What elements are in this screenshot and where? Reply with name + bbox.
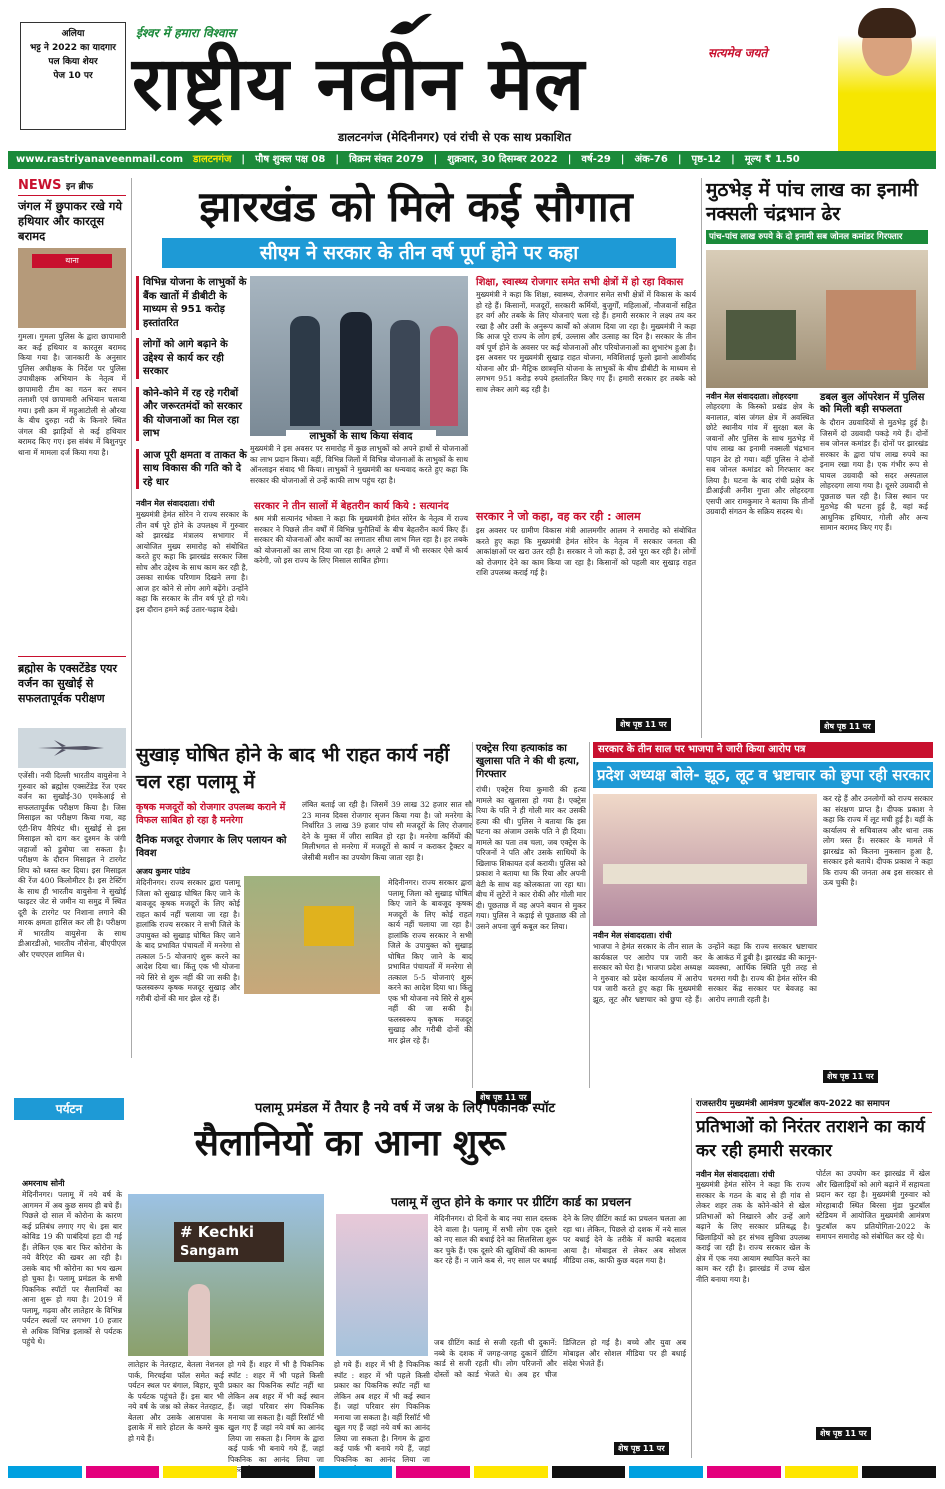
continue-link[interactable]: शेष पृष्ठ 11 पर (476, 1091, 531, 1104)
greeting-body-2: जब ग्रीटिंग कार्ड से सजी रहती थी दुकानें: नब्बे के दशक में जगह-जगह दुकानें ग्रीटिंग कार्ड से सजी रहती थी। लोग परिजनों और दोस्तों को कार्ड भेजते थे। अब हर चीज डिजिटल हो गई है। बच्चे और युवा अब मोबाइल और सोशल मीडिया पर ही बधाई संदेश भेजते हैं। (434, 1338, 686, 1379)
sukhad-headline[interactable]: सुखाड़ घोषित होने के बाद भी राहत कार्य नहीं चल रहा पलामू में (136, 744, 450, 793)
bird-logo-icon (388, 10, 434, 40)
lead-point: कोने-कोने में रह रहे गरीबों और जरूरतमंदों को सरकार की योजनाओं का मिल रहा लाभ (136, 387, 248, 441)
actress-story (476, 742, 586, 1102)
tourism-body: मेदिनीनगर। पलामू में नये वर्ष के आगमन में अब कुछ समय ही बचे हैं। पिछले दो साल में कोरोना के कारण कई प्रतिबंध लगाए गए थे। इस बार कोविड 19 की पाबंदियां हटा दी गई हैं। लेकिन एक बार फिर कोरोना के नये वैरिएंट की खबर आ रही है। उसके बाद भी कोरोना का भय खत्म हो चुका है। पलामू प्रमंडल के सभी पिकनिक स्पॉटों पर सैलानियों का आना शुरू हो गया है। 2019 में पलामू, गढ़वा और लातेहार के विभिन्न पर्यटन स्थलों पर लगभग 10 हजार से अधिक विभिन्न इलाकों से पर्यटक पहुंचे थे। (22, 1190, 122, 1346)
tithi: पौष शुक्ल पक्ष 08 (255, 154, 326, 165)
lead-byline: नवीन मेल संवाददाता। रांची (136, 499, 215, 508)
continue-link[interactable]: शेष पृष्ठ 11 पर (614, 1442, 669, 1455)
issue: अंक-76 (634, 154, 668, 165)
naxal-subhead: पांच-पांच लाख रुपये के दो इनामी सब जोनल कमांडर गिरफ्तार (706, 230, 928, 244)
bjp-col-right (823, 794, 933, 1094)
color-registration-strip (8, 1466, 936, 1478)
website-link[interactable]: www.rastriyanaveenmail.com (16, 154, 184, 165)
photo-caption: लाभुकों के साथ किया संवाद (286, 430, 436, 444)
table-shape (603, 864, 807, 884)
kechki-board (174, 1222, 284, 1262)
strip-sep: | (567, 154, 572, 165)
tourism-body-4: हो गये हैं। शहर में भी है पिकनिक स्पॉट : शहर में भी पहले किसी प्रकार का पिकनिक स्पॉट नहीं था लेकिन अब शहर में भी कई स्थान हैं। जहां परिवार संग पिकनिक मनाया जा सकता है। वहीं रिसॉर्ट भी खुल गए हैं जहां नये वर्ष का आनंद लिया जा सकता है। निगम के द्वारा कई पार्क भी बनाये गये हैं, जहां पिकनिक का आनंद लिया जा (334, 1360, 430, 1464)
continue-link[interactable]: शेष पृष्ठ 11 पर (820, 720, 875, 733)
fighter-jet-icon (36, 738, 106, 758)
subtitle: डालटनगंज (मेदिनीनगर) एवं रांची से एक साथ प्रकाशित (338, 130, 572, 144)
excavator-shape (304, 906, 354, 946)
column-rule (589, 742, 590, 1088)
right-subhead-2: सरकार ने जो कहा, वह कर रही : आलम (476, 510, 641, 523)
bjp-body: भाजपा ने हेमंत सरकार के तीन साल के कार्यकाल पर आरोप पत्र जारी कर सरकार को घेरा है। भाजपा प्रदेश अध्यक्ष ने गुरुवार को प्रदेश कार्यालय में आरोप पत्र जारी करते हुए कहा कि मुख्यमंत्री झूठ, लूट और भ्रष्टाचार को छुपा रहे हैं। उन्होंने कहा कि राज्य सरकार भ्रष्टाचार के आकंठ में डूबी है। झारखंड की कानून-व्यवस्था, आर्थिक स्थिति पूरी तरह से चरमरा गयी है। राज्य की हेमंत सोरेन की सरकार केंद्र सरकार पर बेवजह का आरोप लगाती रहती है। (593, 942, 817, 1004)
sukhad-point: दैनिक मजदूर रोजगार के लिए पलायन को विवश (136, 835, 287, 859)
greeting-card-photo (336, 1214, 428, 1356)
sukhad-body: मेदिनीनगर। राज्य सरकार द्वारा पलामू जिला को सुखाड़ घोषित किए जाने के बावजूद कृषक मजदूरों के लिए कोई राहत कार्य नहीं चलाया जा रहा है। हालांकि राज्य सरकार ने सभी जिले के उपायुक्त को सुखाड़ घोषित किए जाने के बाद प्रभावित पंचायतों में मनरेगा से तत्काल 5-5 योजनाएं शुरू करने का आदेश दिया था। किंतु एक भी योजना नये सिरे से शुरू नहीं की जा सकी है। फलस्वरूप कृषक मजदूर सुखाड़ और गरीबी दोनों की मार झेल रहे हैं। (136, 878, 240, 1003)
naxal-byline: नवीन मेल संवाददाता। लोहरदगा (706, 392, 798, 401)
jet-photo (18, 728, 126, 768)
board-text: # Kechki (180, 1223, 255, 1241)
station-sign: थाना (32, 254, 112, 268)
strip-sep: | (241, 154, 246, 165)
mid-subhead: सरकार ने तीन सालों में बेहतरीन कार्य किये : सत्यानंद (254, 501, 449, 512)
lead-headline[interactable]: झारखंड को मिले कई सौगात (199, 182, 633, 231)
caption-text: मुख्यमंत्री ने इस अवसर पर समारोह में कुछ लाभुकों को अपने हाथों से योजनाओं का लाभ प्रदान किया। वहीं, विभिन्न जिलों में विभिन्न योजनाओं के लाभुकों के साथ ऑनलाइन संवाद भी किया। लाभुकों ने मुख्यमंत्री का धन्यवाद करते हुए कहा कि सरकार की योजनाओं से उन्हें काफी लाभ पहुंच रहा है। (250, 444, 468, 485)
naxal-body-1: लोहरदगा के किस्को प्रखंड क्षेत्र के बनालात, बांस जंगल क्षेत्र में अवस्थित छोटे स्थानीय गांव में सुरक्षा बल के जवानों और पुलिस के साथ मुठभेड़ में पांच लाख का इनामी नक्सली चंद्रभान पाहन ढेर हो गया। वहीं पुलिस ने दोनों सब जोनल कमांडर को गिरफ्तार कर लिया है। घटना के बाद रांची प्रक्षेत्र के डीआईजी अनीश गुप्ता और लोहरदगा एसपी आर रामकुमार ने बताया कि तीनों उग्रवादी संगठन के सक्रिय सदस्य थे। (706, 402, 814, 516)
ear-line: पेज 10 पर (53, 71, 93, 81)
cup-body-2: पोर्टल का उपयोग कर झारखंड में खेल और खिलाड़ियों को आगे बढ़ाने में सहायता प्रदान कर रहा है। मुख्यमंत्री गुरुवार को मोरहाबादी स्थित बिरसा मुंडा फुटबॉल स्टेडियम में आयोजित मुख्यमंत्री आमंत्रण फुटबॉल कप प्रतियोगिता-2022 के समापन समारोह को संबोधित कर रहे थे। (816, 1169, 930, 1241)
sukhad-story (136, 742, 472, 1088)
lead-body-left: मुख्यमंत्री हेमंत सोरेन ने राज्य सरकार के तीन वर्ष पूरे होने के उपलक्ष्य में गुरुवार को झारखंड मंत्रालय सभागार में आयोजित मुख्य समारोह को संबोधित करते हुए कहा कि झारखंड सरकार जिस सोच और उद्देश्य के साथ काम कर रही है, उसका सार्थक परिणाम दिखने लगा है। आज हर कोने से लोग आगे बढ़ेंगे। उन्होंने कहा कि सरकार के तीन वर्ष पूरे हो गये। इस दौरान हमने कई उतार-चढ़ाव देखे। (136, 510, 248, 614)
person-shape (430, 326, 458, 426)
bjp-headline[interactable]: प्रदेश अध्यक्ष बोले- झूठ, लूट व भ्रष्टाचार को छुपा रही सरकार (593, 762, 933, 788)
person-shape (188, 1284, 210, 1356)
strip-sep: | (433, 154, 438, 165)
right-text-1: मुख्यमंत्री ने कहा कि शिक्षा, स्वास्थ्य, रोजगार समेत सभी क्षेत्रों में विकास के कार्य हो रहे हैं। किसानों, मजदूरों, सरकारी कर्मियों, बुजुर्गों, महिलाओं, नौजवानों सहित हर वर्ग और तबके के लिए योजनाएं चला रहे हैं। हमारी सरकार ने लक्ष्य तय कर रखा है और उसी के अनुरूप कार्यों को अंजाम दिया जा रहा है। मुख्यमंत्री ने कहा कि आज पूरे राज्य के लोग हर्ष, उल्लास और उत्साह का दिन है। सरकार के तीन वर्ष पूर्ण होने के अवसर पर कई योजनाओं और परियोजनाओं का शुभारंभ हुआ है। इस अवसर पर मुख्यमंत्री सुखाड़ राहत योजना, मविशिलाई फूलो झानो आशीर्वाद योजना और प्री- मैट्रिक छात्रवृत्ति योजना के लाभुकों के बीच डीबीटी के माध्यम से लगभग 951 करोड़ रुपये हस्तांतरित किए गए हैं। हमारी सरकार हर तबके को साथ लेकर आगे बढ़ रही है। (476, 290, 696, 394)
cup-headline[interactable]: प्रतिभाओं को निरंतर तराशने का कार्य कर रही हमारी सरकार (696, 1117, 925, 1161)
ear-box[interactable] (20, 22, 126, 130)
cup-byline: नवीन मेल संवाददाता। रांची (696, 1170, 775, 1179)
right-text-2: इस अवसर पर ग्रामीण विकास मंत्री आलमगीर आलम ने समारोह को संबोधित करते हुए कहा कि मुख्यमंत्री हेमंत सोरेन के नेतृत्व में सरकार जनता की आकांक्षाओं पर खरा उतर रही है। सरकार ने जो कहा है, उसे पूरा कर रही है। लोगों को रोजगार देने का काम किया जा रहा है। किसानों को पहली बार सुखाड़ राहत राशि उपलब्ध कराई गई है। (476, 526, 696, 577)
press-conference-photo (593, 794, 817, 926)
strip-sep: | (677, 154, 682, 165)
city-label: डालटनगंज (193, 154, 232, 165)
naxal-photo (706, 250, 928, 388)
samvat: विक्रम संवत 2079 (349, 154, 424, 165)
board-text: Sangam (180, 1244, 240, 1259)
greeting-body: मेदिनीनगर। दो दिनों के बाद नया साल दस्तक देने वाला है। पलामू में सभी लोग एक दूसरे को नए साल की बधाई देने का सिलसिला शुरू कर चुके हैं। एक दूसरे की खुशियों की कामना कर रहे हैं। न जाने कब से, नए साल पर बधाई देने के लिए ग्रीटिंग कार्ड का प्रचलन चलता आ रहा था। लेकिन, पिछले दो दशक में नये साल पर बधाई देने के तरीके में काफी बदलाव आया है। मोबाइल से लेकर अब सोशल मीडिया तक, काफी कुछ बदल गया है। (434, 1214, 686, 1265)
sukhad-byline: अजय कुमार पांडेय (136, 867, 191, 876)
news-brief-column (18, 178, 126, 1058)
tourism-body-3: हो गये हैं। शहर में भी है पिकनिक स्पॉट : शहर में भी पहले किसी प्रकार का पिकनिक स्पॉट नहीं था लेकिन अब शहर में भी कई स्थान हैं। जहां परिवार संग पिकनिक मनाया जा सकता है। वहीं रिसॉर्ट भी खुल गए हैं जहां नये वर्ष का आनंद लिया जा सकता है। निगम के द्वारा कई पार्क भी बनाये गये हैं, जहां पिकनिक का आनंद लिया जा (228, 1360, 324, 1464)
cm-cup-story (696, 1098, 932, 1458)
tourism-headline[interactable]: सैलानियों का आना शुरू (194, 1123, 506, 1164)
vehicle-shape (726, 310, 796, 360)
celebrity-photo (838, 6, 936, 152)
naxal-caption-head: डबल बुल ऑपरेशन में पुलिस को मिली बड़ी सफलता (820, 392, 925, 415)
naxal-body-2: के दौरान उग्रवादियों से मुठभेड़ हुई है। जिसमें दो उग्रवादी पकड़े गये हैं। दोनों सब जोनल कमांडर हैं। दोनों पर झारखंड सरकार के द्वारा पांच लाख रुपये का इनाम रखा गया है। एक गंभीर रूप से घायल उग्रवादी को सदर अस्पताल लोहरदगा लाया गया है। दूसरे उग्रवादी से पूछताछ चल रही है। जिस स्थान पर मुठभेड़ की घटना हुई है, वहां कई आधुनिक हथियार, गोली और अन्य सामान बरामद किए गए हैं। (820, 418, 928, 532)
brief-text-1: गुमला। गुमला पुलिस के द्वारा छापामारी कर कई हथियार व कारतूस बरामद किया गया है। जानकारी के अनुसार पुलिस अधीक्षक के निर्देश पर पुलिस उपाधीक्षक अभियान के नेतृत्व में छापामारी टीम का गठन कर सघन तलाशी एवं छापामारी अभियान चलाया गया। इसी क्रम में महुआटोली से औरया के बीच दुरुहा नदी के किनारे स्थित जंगल की झाड़ियों से कई हथियार बरामद किए गए। इस संबंध में बिशुनपुर थाना में मामला दर्ज किया गया है। (18, 332, 126, 457)
actress-headline[interactable]: एक्ट्रेस रिया हत्याकांड का खुलासा पति ने की थी हत्या, गिरफ्तार (476, 743, 580, 780)
tourism-banner[interactable]: पलामू प्रमंडल में तैयार है नये वर्ष में जश्न के लिए पिकनिक स्पॉट (254, 1101, 556, 1116)
cup-body: मुख्यमंत्री हेमंत सोरेन ने कहा कि राज्य सरकार के गठन के बाद से ही गांव से लेकर शहर तक के कोने-कोने से खेल प्रतिभाओं को निखारने और उन्हें आगे बढ़ाने के लिए सरकार प्रतिबद्ध है। खिलाड़ियों को हर संभव सुविधा उपलब्ध कराई जा रही है। राज्य सरकार खेल के क्षेत्र में एक नया आयाम स्थापित करने का काम कर रही है। झारखंड में उच्च खेल नीति बनाया गया है। (696, 1180, 810, 1284)
bjp-banner: सरकार के तीन साल पर भाजपा ने जारी किया आरोप पत्र (593, 742, 933, 758)
divider (18, 656, 126, 657)
strip-sep: | (335, 154, 340, 165)
brief-text-2: एजेंसी। नयी दिल्ली भारतीय वायुसेना ने गुरुवार को ब्रह्मोस एक्सटेंडेड रेंज एयर वर्जन का सुखोई-30 एमकेआई से सफलतापूर्वक परीक्षण किया है। जिस मिसाइल का परीक्षण किया गया, वह एंटी-शिप वैरियंट थी। सुखोई से इस मिसाइल को दाग कर दुश्मन के जंगी जहाजों को डुबोया जा सकता है। परीक्षण के दौरान मिसाइल ने टारगेट शिप को ध्वस्त कर दिया। इस मिसाइल की रेंज 400 किलोमीटर है। इस टेस्टिंग के साथ ही भारतीय वायुसेना ने सुखोई फाइटर जेट से जमीन या समुद्र में स्थित दूरी के टारगेट पर निशाना लगाने की मारक क्षमता हासिल कर ली है। परीक्षण में भारतीय वायुसेना के साथ डीआरडीओ, भारतीय नौसेना, बीएपीएल और एचएएल शामिल थे। (18, 771, 126, 959)
column-rule (131, 178, 132, 1058)
lead-photo (250, 276, 468, 436)
bjp-story (593, 742, 933, 1088)
masthead (8, 6, 936, 156)
continue-link[interactable]: शेष पृष्ठ 11 पर (823, 1070, 878, 1083)
news-label: NEWS (18, 178, 62, 193)
lead-point: विभिन्न योजना के लाभुकों के बैंक खातों में डीबीटी के माध्यम से 951 करोड़ हस्तांतरित (136, 276, 248, 330)
bjp-byline: नवीन मेल संवाददाता। रांची (593, 931, 672, 940)
ear-line: भट्ट ने 2022 का यादगार (30, 43, 116, 53)
lead-story (136, 178, 696, 738)
year: वर्ष-29 (581, 154, 611, 165)
bjp-body-2: कर रहे हैं और उनलोगों को राज्य सरकार का संरक्षण प्राप्त है। दीपक प्रकाश ने कहा कि राज्य में लूट मची हुई है। यहीं के कार्यालय से सचिवालय और थाना तक लोग त्रस्त हैं। सरकार के मामले में झारखंड को कितना नुकसान हुआ है, सरकार इसे बताये। दीपक प्रकाश ने कहा कि राज्य की जनता अब इस सरकार से ऊब चुकी है। (823, 794, 933, 887)
price: मूल्य ₹ 1.50 (744, 154, 800, 165)
sukhad-body-3: मेदिनीनगर। राज्य सरकार द्वारा पलामू जिला को सुखाड़ घोषित किए जाने के बावजूद कृषक मजदूरों के लिए कोई राहत कार्य नहीं चलाया जा रहा है। हालांकि राज्य सरकार ने सभी जिले के उपायुक्त को सुखाड़ घोषित किए जाने के बाद प्रभावित पंचायतों में मनरेगा से तत्काल 5-5 योजनाएं शुरू करने का आदेश दिया था। किंतु एक भी योजना नये सिरे से शुरू नहीं की जा सकी है। फलस्वरूप कृषक मजदूर सुखाड़ और गरीबी दोनों की मार झेल रहे हैं। (388, 878, 472, 1045)
naxal-headline[interactable]: मुठभेड़ में पांच लाख का इनामी नक्सली चंद्रभान ढेर (706, 179, 919, 225)
kechki-photo (128, 1194, 324, 1356)
continue-link[interactable]: शेष पृष्ठ 11 पर (616, 718, 671, 731)
pages: पृष्ठ-12 (691, 154, 722, 165)
column-rule (472, 742, 473, 1088)
continue-link[interactable]: शेष पृष्ठ 11 पर (816, 1427, 871, 1440)
jcb-photo (244, 876, 380, 994)
tagline-left: ईश्वर में हमारा विश्वास (136, 26, 236, 40)
lead-points (136, 276, 248, 489)
newspaper-title: राष्ट्रीय नवीन मेल (132, 41, 586, 127)
hair-shape (858, 8, 916, 38)
right-subhead-1: शिक्षा, स्वास्थ्य रोजगार समेत सभी क्षेत्रों में हो रहा विकास (476, 277, 684, 288)
brief-headline-1[interactable]: जंगल में छुपाकर रखे गये हथियार और कारतूस बरामद (18, 199, 123, 243)
ear-line: पल किया शेयर (48, 57, 98, 67)
news-label-sub: इन ब्रीफ (66, 182, 93, 192)
actress-body: रांची। एक्ट्रेस रिया कुमारी की हत्या मामले का खुलासा हो गया है। एक्ट्रेस रिया के पति ने ही गोली मार कर उसकी हत्या की थी। पुलिस ने बताया कि इस घटना का अंजाम उसके पति ने ही दिया। मामले का पता तब चला, जब एक्ट्रेस के परिजनों ने पति और उसके साथियों के खिलाफ शिकायत दर्ज करायी। पुलिस को प्रकाश ने बताया था कि रिया और अपनी बेटी के साथ वह कोलकाता जा रहा था। बीच में लुटेरों ने कार रोकी और गोली मार दी। पूछताछ में वह अपने बयान से मुकर गया। पुलिस ने कड़ाई से पूछताछ की तो उसने अपना जुर्म कबूल कर लिया। (476, 785, 586, 931)
tourism-body-2: लातेहार के नेतरहाट, बेतला नेशनल पार्क, मिरचईया फॉल समेत कई पर्यटन स्थल पर बंगाल, बिहार, यूपी के पर्यटक पहुंचते हैं। इस बार भी नये वर्ष के जश्न को लेकर नेतरहाट, बेतला और उसके आसपास के इलाके में सारे होटल के कमरे बुक हो गये हैं। (128, 1360, 224, 1443)
cup-kicker: राजस्तरीय मुख्यमंत्री आमंत्रण फुटबॉल कप-2022 का समापन (696, 1098, 932, 1113)
strip-sep: | (731, 154, 735, 165)
brief-headline-2[interactable]: ब्रह्मोस के एक्सटेंडेड एयर वर्जन का सुखोई से सफलतापूर्वक परीक्षण (18, 662, 118, 705)
sukhad-body-2: लंबित बताई जा रही है। जिसमें 39 लाख 32 हजार सात सौ 23 मानव दिवस रोजगार सृजन किया गया है। जो मनरेगा के निर्धारित 3 लाख 39 हजार पांच सौ मजदूरों के लिए रोजगार देने के मुक्त में जीरा साबित हो रहा है। मनरेगा कर्मियों की मिलीभगत से मनरेगा में मजदूरों से कार्य न कराकर ट्रैक्टर व जेसीबी मशीन का उपयोग किया जाता रहा है। (302, 800, 472, 862)
lead-body-mid: श्रम मंत्री सत्यानंद भोक्ता ने कहा कि मुख्यमंत्री हेमंत सोरेन के नेतृत्व में राज्य सरकार ने पिछले तीन वर्षों में विभिन्न चुनौतियों के बीच बेहतरीन कार्य किए हैं। सरकार की योजनाओं और कार्यों का लगातार सीधा लाभ मिल रहा है। हर तबके को योजनाओं का लाभ दिया जा रहा है। अगले 2 वर्षों में भी सरकार ऐसे कार्य करेगी, जो इस राज्य के लिए मिसाल साबित होगा। (254, 514, 468, 565)
tourism-byline: अमरनाथ सोनी (22, 1179, 65, 1188)
tagline-right: सत्यमेव जयते (708, 46, 768, 60)
strip-sep: | (620, 154, 625, 165)
person-shape (390, 320, 420, 426)
naxal-story (706, 178, 928, 738)
divider (18, 195, 126, 196)
building-shape (826, 290, 916, 370)
sukhad-point: कृषक मजदूरों को रोजगार उपलब्ध कराने में विफल साबित हो रहा है मनरेगा (136, 802, 286, 826)
tourism-section (14, 1098, 686, 1464)
person-shape (290, 316, 320, 426)
column-rule (691, 1098, 692, 1458)
greeting-headline[interactable]: पलामू में लुप्त होने के कगार पर ग्रीटिंग कार्ड का प्रचलन (390, 1195, 632, 1209)
police-station-photo (18, 248, 126, 328)
date: शुक्रवार, 30 दिसम्बर 2022 (447, 154, 558, 165)
section-tag: पर्यटन (14, 1098, 124, 1120)
ear-line: अलिया (61, 29, 85, 39)
date-strip (8, 151, 936, 169)
lead-point: लोगों को आगे बढ़ाने के उद्देश्य से कार्य कर रही सरकार (136, 338, 248, 379)
lead-point: आज पूरी क्षमता व ताकत के साथ विकास की गति को दे रहे धार (136, 449, 248, 490)
column-rule (701, 178, 702, 738)
lead-subhead: सीएम ने सरकार के तीन वर्ष पूर्ण होने पर कहा (162, 238, 676, 268)
person-shape (340, 312, 372, 426)
